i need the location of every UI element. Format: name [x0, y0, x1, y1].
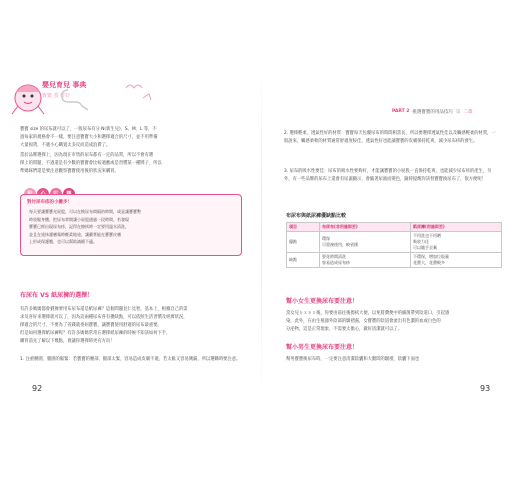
section-body — [286, 356, 500, 364]
section-body — [286, 310, 500, 334]
table-title: 布尿布與紙尿褲優缺點比較 — [286, 213, 347, 219]
part-label: PART 2 — [392, 109, 410, 114]
text-line: 過每家的規格會不一樣，要注意寶寶大小和選擇適合的尺寸，並不用準備 — [20, 135, 158, 140]
table-cell — [320, 232, 411, 253]
text-line: 有許多媽媽都會猶豫要用布尿布還是紙尿褲？這個問題見仁見智，基本上，根據自己的需 — [20, 307, 188, 312]
table-header-row — [287, 223, 502, 232]
text-line: 購買前先了解以下幾點，會讓你選擇時更有方向！ — [20, 339, 115, 344]
left-paragraph — [20, 126, 246, 150]
chapter-header — [392, 107, 472, 116]
text-line: 寶寶 size 的尿布就可以了，一般尿布有分 N(新生兒)、S、M、L 等，不 — [20, 127, 157, 132]
book-spine — [261, 60, 262, 400]
cell-line: 可重複使用，較省錢 — [322, 242, 358, 247]
text-line: 分泌物，這是正常現象，不需要太擔心，做好清潔就可以了。 — [286, 327, 403, 332]
chapter-separator: 第 — [455, 109, 461, 115]
section-title: 幫小男生更換尿布要注意！ — [286, 344, 359, 351]
text-line: 染，此外，在由生殖器外陰部的皺褶處，女寶寶的陰道會流出有色濃的血或白色的 — [286, 319, 441, 324]
table-row — [287, 232, 502, 253]
page-number-right: 93 — [480, 384, 491, 393]
list-item: 1. 注重腰圍、腿圍的鬆緊：若寶寶的腰部、腿部太緊，容易造成皮膚不適，若太鬆又容易側漏，所以選購時要注意。 — [20, 357, 241, 362]
brand-subtitle: 寶寶 養 好好 — [42, 93, 71, 99]
table-cell — [411, 232, 502, 253]
text-line: 準媽咪們還是要注意觀察寶寶使用後的狀況來購買。 — [20, 169, 119, 174]
text-line: 求及喜好來選擇就可以了，因為這兩種尿布各有優缺點，可以依照生活習慣及經濟狀況， — [20, 315, 188, 320]
tip-line: 並且在塗抹護膚霜時輕柔地塗，讓藥膏能在寶寶皮膚 — [29, 231, 121, 237]
row-label: 優點 — [287, 232, 320, 253]
table-header: 項目 — [287, 223, 320, 232]
tip-title: 對付尿布疹的小撇步！ — [27, 200, 72, 205]
cell-line: 不環保，增加垃圾量 — [413, 254, 449, 259]
cell-line: 可以隨手丟棄 — [413, 245, 437, 250]
section-title: 布尿布 VS 紙尿褲的選擇！ — [20, 292, 94, 299]
tip-line: 寶寶已經出現尿布疹，記得在擦拭時一定要用溫水清洗， — [29, 224, 129, 229]
tip-line: 上形成保護膜，也可以幫助減緩不適。 — [29, 239, 97, 244]
left-paragraph — [20, 152, 246, 176]
table-header: 布尿布(非用過即丟) — [320, 223, 411, 232]
table-row — [287, 253, 502, 268]
cell-line: 不用洗也不用晒 — [413, 233, 441, 238]
chapter-title: 挑選寶寶的用品技巧 — [412, 109, 453, 115]
table-cell — [320, 253, 411, 268]
tip-line: 每天要讓寶寶光屁股，可以在換尿布間隔的時間，或是讓寶寶暫 — [29, 209, 141, 214]
section-title: 幫小女生更換尿布要注意！ — [286, 298, 359, 305]
brand-title: 嬰兒育兒 事典 — [42, 81, 87, 89]
chapter-number: 二章 — [463, 109, 473, 115]
text-line: 幫男寶寶換尿布時，一定要注意清潔陰囊和大腿間的皺褶，陰囊下面也 — [286, 357, 420, 362]
row-label: 缺點 — [287, 253, 320, 268]
cell-line: 要花時間清洗 — [322, 254, 346, 259]
cell-line: 容易造成尿布疹 — [322, 260, 350, 265]
cell-line: 吸收力佳 — [413, 239, 429, 244]
section-body — [20, 306, 246, 346]
list-item: 2. 選擇輕柔、透氣性好的材質：寶寶每天包覆尿布的時間相當長，所以要選擇透氣性佳以及觸感輕柔的材質，一般說來，觸感柔軟的材質通常舒適度較佳，透氣性好也能讓寶寶的皮膚保持乾爽，減少尿布疹的發生。 — [284, 131, 496, 144]
list-item: 3. 尿布的吸水性要佳：尿布的吸水性要夠好，才能讓寶寶的小屁股一直保持乾爽，也能減少尿布疹的產生，另外，有一些品牌的尿布上還會有尿濕顯示，會隨著尿液而變色，隨時提醒你該替寶寶換尿布了，很方便呢！ — [284, 169, 492, 182]
header-illustration — [8, 78, 168, 118]
cell-line: 花費大，花費較多 — [413, 260, 445, 265]
text-line: 當於品牌選擇上，因為現在市售的尿布都有一定的品質，所以不會有選 — [20, 153, 154, 158]
text-line: 當女兒ㄉㄡㄉㄡ後，你要由前往後擦拭大便，以免將糞便中的細菌帶到陰道口，引起感 — [286, 311, 450, 316]
text-line: 擇上的問題，不過還是有少數的寶寶會比較適應或是習慣某一種牌子，所以 — [20, 161, 162, 166]
tip-line: 時放鬆身體，把尿布拿開讓小屁股通風一段時間，若發現 — [29, 216, 129, 222]
baby-illustration-icon — [8, 78, 168, 118]
comparison-table — [286, 222, 502, 268]
text-line: 擇適合的尺寸，不要為了省錢就委屈寶寶，讓寶寶使用舒適的尿布最重要。 — [20, 323, 162, 328]
cell-line: 環保 — [322, 236, 330, 241]
table-cell — [411, 253, 502, 268]
text-line: 但是如何選擇紙尿褲呢？有許多媽媽常常在選擇紙尿褲的時候不知該如何下手， — [20, 331, 171, 336]
text-line: 大量囤貨，不適小心購置太多反而造成浪費了。 — [20, 143, 111, 148]
table-header: 紙尿褲(用過即丟) — [411, 223, 502, 232]
page-number-left: 92 — [32, 384, 43, 393]
tip-box — [20, 194, 242, 256]
